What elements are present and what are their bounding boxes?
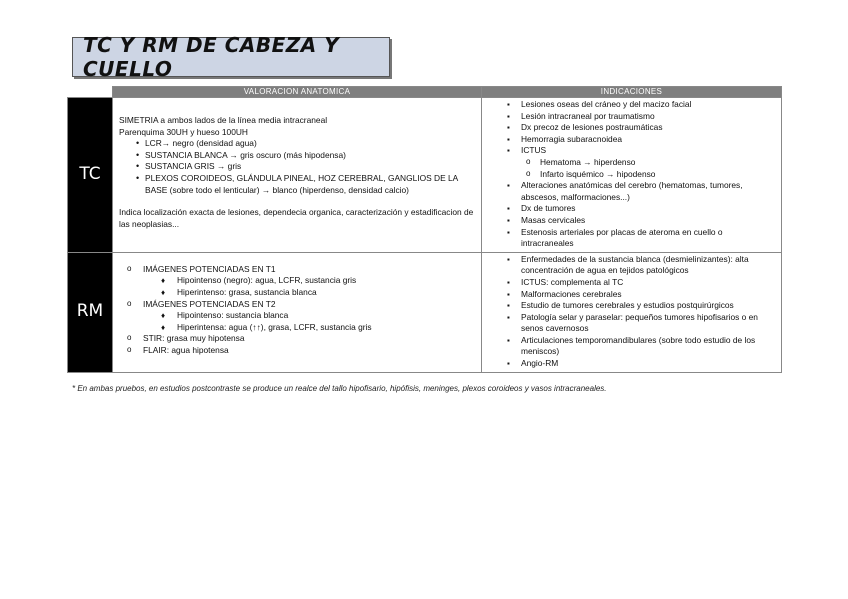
rm-label: RM — [68, 252, 113, 372]
rm-valoracion-cell — [113, 252, 482, 372]
rm-t1-item — [127, 264, 475, 299]
title-box — [72, 33, 390, 81]
tc-bullet-list — [119, 138, 475, 196]
rm-t2-subitem: ♦ Hipointenso: sustancia blanca — [143, 310, 475, 322]
tc-bullet: • PLEXOS COROIDEOS, GLÁNDULA PINEAL, HOZ CEREBRAL, GANGLIOS DE LA BASE (sobre todo el lenticular) → blanco (hiperdenso, densidad calcio) — [119, 173, 475, 196]
tc-bullet: • SUSTANCIA BLANCA → gris oscuro (más hipodensa) — [119, 150, 475, 162]
tc-indicacion: ▪ Alteraciones anatómicas del cerebro (hematomas, tumores, abscesos, malformaciones...) — [490, 180, 777, 203]
rm-flair-item: o FLAIR: agua hipotensa — [127, 345, 475, 357]
rm-t1-title: o IMÁGENES POTENCIADAS EN T1 — [143, 263, 276, 274]
page-title: TC Y RM DE CABEZA Y CUELLO — [83, 33, 340, 81]
tc-line1: SIMETRIA a ambos lados de la línea media intracraneal — [119, 115, 328, 125]
comparison-table — [67, 86, 782, 373]
rm-t1-subitem: ♦ Hipointenso (negro): agua, LCFR, sustancia gris — [143, 275, 475, 287]
ictus-subitem: o Hematoma → hiperdenso — [490, 157, 777, 169]
rm-sequence-list — [127, 264, 475, 357]
tc-row — [68, 98, 782, 253]
rm-t1-subitem: ♦ Hiperintenso: grasa, sustancia blanca — [143, 287, 475, 299]
ictus-subitem: o Infarto isquémico → hipodenso — [490, 169, 777, 181]
ictus-sublist — [490, 157, 777, 180]
rm-stir-item: o STIR: grasa muy hipotensa — [127, 333, 475, 345]
tc-note: Indica localización exacta de lesiones, dependecia organica, caracterización y estadificacion de las neoplasias... — [119, 207, 474, 229]
tc-indicaciones-cell — [482, 98, 782, 253]
tc-valoracion-cell — [113, 98, 482, 253]
tc-indicacion: ▪ Lesión intracraneal por traumatismo — [490, 111, 777, 123]
rm-t2-item — [127, 299, 475, 334]
tc-indicaciones-list — [490, 99, 777, 157]
rm-t2-title: o IMÁGENES POTENCIADAS EN T2 — [143, 298, 276, 309]
rm-t2-sublist — [143, 310, 475, 333]
rm-indicacion: ▪ Articulaciones temporomandibulares (sobre todo estudio de los meniscos) — [490, 335, 777, 358]
rm-t1-sublist — [143, 275, 475, 298]
rm-indicacion: ▪ ICTUS: complementa al TC — [490, 277, 777, 289]
tc-indicacion: ▪ ICTUS — [490, 145, 777, 157]
header-blank — [68, 87, 113, 98]
rm-indicacion: ▪ Patología selar y paraselar: pequeños tumores hipofisarios o en senos cavernosos — [490, 312, 777, 335]
rm-indicacion: ▪ Estudio de tumores cerebrales y estudios postquirúrgicos — [490, 300, 777, 312]
tc-indicaciones-list-2 — [490, 180, 777, 250]
rm-t2-subitem: ♦ Hiperintensa: agua (↑↑), grasa, LCFR, sustancia gris — [143, 322, 475, 334]
tc-line2: Parenquima 30UH y hueso 100UH — [119, 126, 248, 137]
header-row — [68, 87, 782, 98]
rm-indicacion: ▪ Enfermedades de la sustancia blanca (desmielinizantes): alta concentración de agua en tejidos patológicos — [490, 254, 777, 277]
rm-indicacion: ▪ Malformaciones cerebrales — [490, 289, 777, 301]
rm-indicaciones-cell — [482, 252, 782, 372]
header-indicaciones: INDICACIONES — [482, 87, 782, 98]
tc-indicacion: ▪ Lesiones oseas del cráneo y del macizo facial — [490, 99, 777, 111]
header-valoracion: VALORACION ANATOMICA — [113, 87, 482, 98]
tc-bullet: • LCR→ negro (densidad agua) — [119, 138, 475, 150]
rm-row — [68, 252, 782, 372]
tc-bullet: • SUSTANCIA GRIS → gris — [119, 161, 475, 173]
tc-indicacion: ▪ Masas cervicales — [490, 215, 777, 227]
rm-indicaciones-list — [490, 254, 777, 370]
tc-indicacion: ▪ Dx precoz de lesiones postraumáticas — [490, 122, 777, 134]
tc-label: TC — [68, 98, 113, 253]
footnote: * En ambas pruebos, en estudios postcontraste se produce un realce del tallo hipofisario, hipófisis, meninges, plexos coroideos y vasos intracraneales. — [72, 384, 607, 393]
tc-indicacion: ▪ Dx de tumores — [490, 203, 777, 215]
rm-indicacion: ▪ Angio-RM — [490, 358, 777, 370]
tc-indicacion: ▪ Estenosis arteriales por placas de ateroma en cuello o intracraneales — [490, 227, 777, 250]
tc-indicacion: ▪ Hemorragia subaracnoidea — [490, 134, 777, 146]
